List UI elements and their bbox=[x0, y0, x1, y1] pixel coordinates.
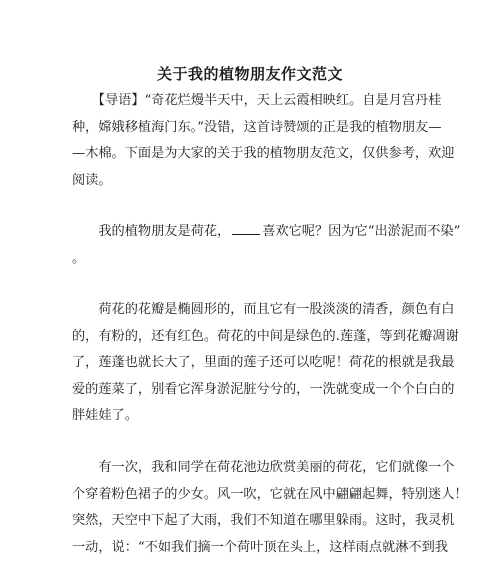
paragraph-story bbox=[72, 455, 468, 561]
text-segment: 喜欢它呢？因为它“出淤泥而不染” bbox=[262, 224, 461, 239]
paragraph-line: 个穿着粉色裙子的少女。风一吹，它就在风中翩翩起舞，特别迷人！ bbox=[72, 486, 468, 502]
paragraph-line: 有一次，我和同学在荷花池边欣赏美丽的荷花，它们就像一个 bbox=[72, 460, 455, 475]
paragraph-line: 的，有粉的，还有红色。荷花的中间是绿色的.莲蓬，等到花瓣凋谢 bbox=[72, 328, 459, 344]
paragraph-line: 突然，天空中下起了大雨，我们不知道在哪里躲雨。这时，我灵机 bbox=[72, 513, 455, 528]
fill-in-blank bbox=[232, 222, 260, 235]
intro-line: 【导语】“奇花烂熳半天中，天上云霞相映红。自是月宫丹桂 bbox=[72, 93, 442, 108]
paragraph-line: 。 bbox=[72, 250, 86, 266]
intro-line: 种，嫦娥移植海门东。”没错，这首诗赞颂的正是我的植物朋友— bbox=[72, 119, 442, 135]
paragraph-line: 荷花的花瓣是椭圆形的，而且它有一股淡淡的清香，颜色有白 bbox=[72, 302, 455, 317]
paragraph-lotus-description bbox=[72, 297, 459, 430]
paragraph-line: 爱的莲菜了，别看它浑身淤泥脏兮兮的，一洗就变成一个个白白的 bbox=[72, 381, 455, 397]
paragraph-favorite-plant bbox=[72, 219, 461, 272]
text-segment: 我的植物朋友是荷花， bbox=[72, 224, 231, 239]
intro-paragraph bbox=[72, 88, 455, 194]
paragraph-line bbox=[72, 219, 461, 246]
paragraph-line: 了，莲蓬也就长大了，里面的莲子还可以吃呢！荷花的根就是我最 bbox=[72, 355, 455, 370]
intro-line: 阅读。 bbox=[72, 172, 112, 188]
intro-line: —木棉。下面是为大家的关于我的植物朋友范文，仅供参考，欢迎 bbox=[72, 146, 455, 161]
document-title: 关于我的植物朋友作文范文 bbox=[156, 65, 343, 83]
paragraph-line: 一动，说：“不如我们摘一个荷叶顶在头上，这样雨点就淋不到我 bbox=[72, 539, 448, 555]
paragraph-line: 胖娃娃了。 bbox=[72, 408, 138, 423]
